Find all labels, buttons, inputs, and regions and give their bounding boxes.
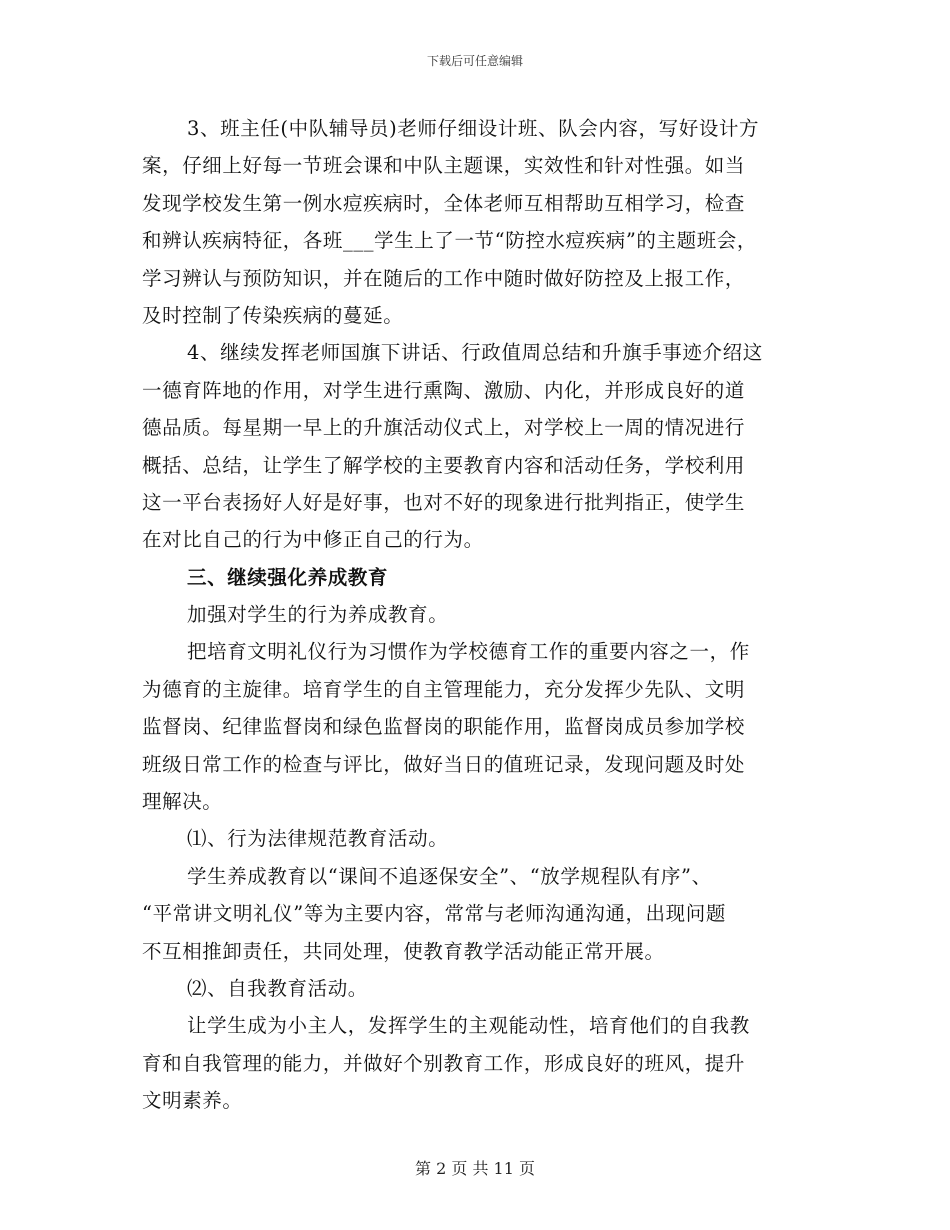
text-line: 这一平台表扬好人好是好事，也对不好的现象进行批判指正，使学生 (142, 490, 746, 514)
text-line: 学习辨认与预防知识，并在随后的工作中随时做好防控及上报工作， (142, 266, 746, 290)
text-line: 及时控制了传染疾病的蔓延。 (142, 303, 404, 327)
page-header: 下载后可任意编辑 (426, 54, 523, 68)
text-line: 发现学校发生第一例水痘疾病时，全体老师互相帮助互相学习，检查 (142, 191, 746, 215)
text-line: 育和自我管理的能力，并做好个别教育工作，形成良好的班风，提升 (142, 1051, 746, 1075)
text-line: 3、班主任(中队辅导员)老师仔细设计班、队会内容，写好设计方 (187, 117, 760, 140)
text-line: 不互相推卸责任，共同处理，使教育教学活动能正常开展。 (142, 939, 665, 963)
text-line: ⑴、行为法律规范教育活动。 (187, 827, 449, 851)
text-line: 监督岗、纪律监督岗和绿色监督岗的职能作用，监督岗成员参加学校 (142, 715, 746, 739)
text-line: 学生养成教育以“课间不追逐保安全”、“放学规程队有序”、 (187, 864, 712, 888)
text-line: 把培育文明礼仪行为习惯作为学校德育工作的重要内容之一，作 (187, 640, 750, 664)
page-footer: 第 2 页 共 11 页 (415, 1159, 535, 1178)
text-line: 一德育阵地的作用，对学生进行熏陶、激励、内化，并形成良好的道 (142, 378, 746, 402)
text-line: 理解决。 (142, 790, 223, 814)
text-line: 文明素养。 (142, 1089, 243, 1113)
text-line: 让学生成为小主人，发挥学生的主观能动性，培育他们的自我教 (187, 1014, 750, 1038)
text-line: 概括、总结，让学生了解学校的主要教育内容和活动任务，学校利用 (142, 453, 746, 477)
text-line: 在对比自己的行为中修正自己的行为。 (142, 528, 484, 552)
text-line: 和辨认疾病特征，各班___学生上了一节“防控水痘疾病”的主题班会， (142, 229, 757, 253)
text-line: “平常讲文明礼仪”等为主要内容，常常与老师沟通沟通，出现问题 (142, 902, 726, 926)
text-line: 案，仔细上好每一节班会课和中队主题课，实效性和针对性强。如当 (142, 154, 746, 178)
text-line: 4、继续发挥老师国旗下讲话、行政值周总结和升旗手事迹介绍这 (187, 341, 763, 365)
text-line: 德品质。每星期一早上的升旗活动仪式上，对学校上一周的情况进行 (142, 416, 746, 440)
text-line: 为德育的主旋律。培育学生的自主管理能力，充分发挥少先队、文明 (142, 677, 746, 701)
text-line: 加强对学生的行为养成教育。 (187, 603, 449, 627)
text-line: 班级日常工作的检查与评比，做好当日的值班记录，发现问题及时处 (142, 752, 746, 776)
text-line: ⑵、自我教育活动。 (187, 976, 368, 1000)
document-body (142, 110, 822, 1120)
section-heading: 三、继续强化养成教育 (187, 565, 389, 589)
